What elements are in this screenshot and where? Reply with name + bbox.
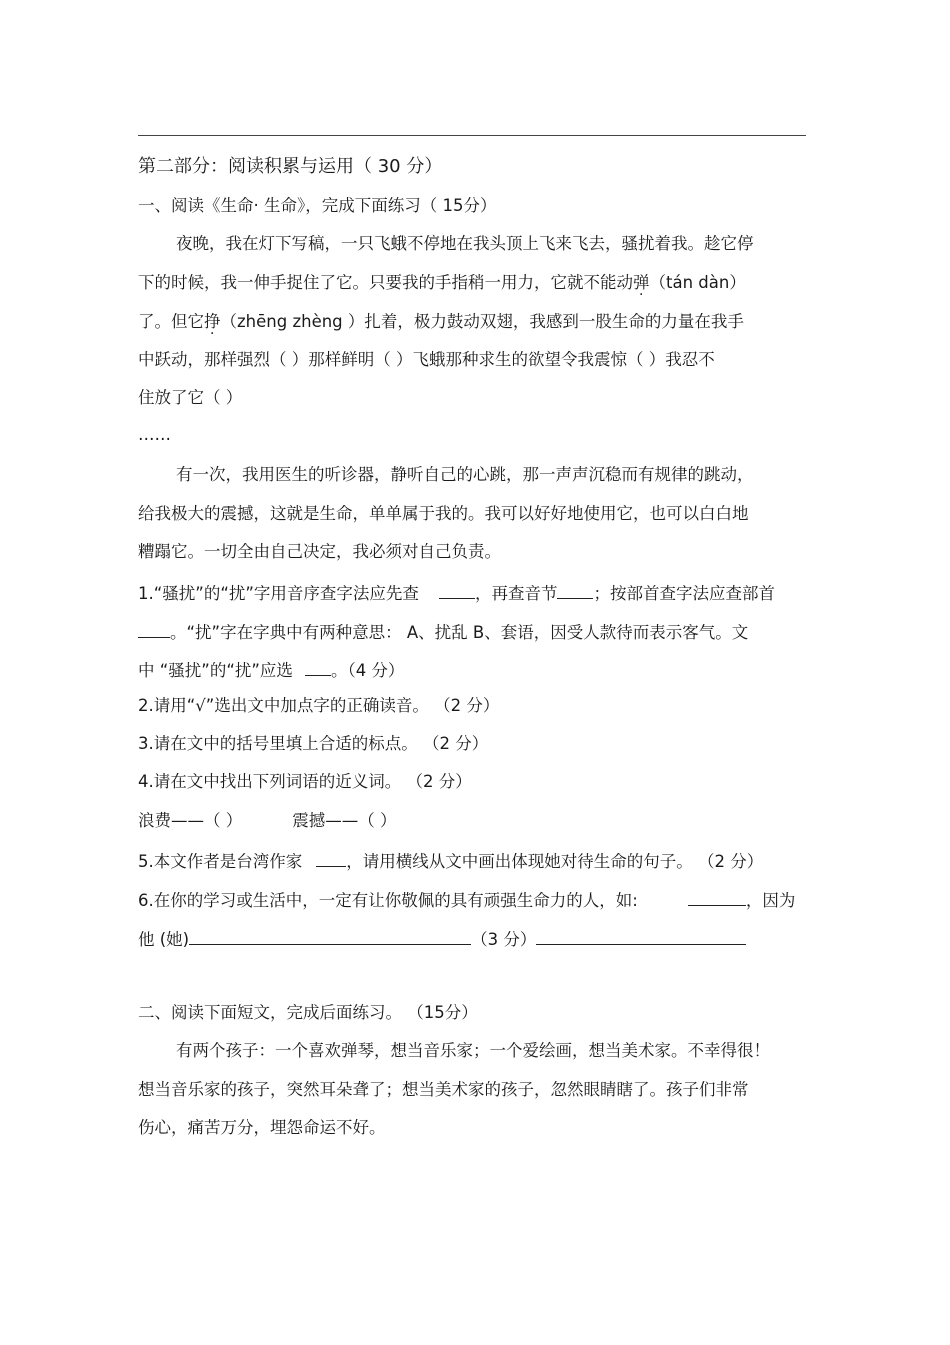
question4: 4.请在文中找出下列词语的近义词。 （2 分） — [138, 772, 472, 791]
section2-line3: 伤心，痛苦万分，埋怨命运不好。 — [138, 1118, 386, 1137]
dotted-char-zheng: 挣 — [204, 312, 221, 331]
section2-line1: 有两个孩子：一个喜欢弹琴，想当音乐家；一个爱绘画，想当美术家。不幸得很！ — [176, 1041, 770, 1060]
ellipsis: …… — [138, 425, 171, 444]
question6-line2: 他 (她) （3 分） — [138, 926, 746, 948]
synonym-shock[interactable]: 震撼——（ ） — [292, 811, 397, 830]
question3: 3.请在文中的括号里填上合适的标点。 （2 分） — [138, 734, 489, 753]
blank-reason-1[interactable] — [189, 926, 471, 945]
question2: 2.请用“√”选出文中加点字的正确读音。 （2 分） — [138, 696, 500, 715]
passage1-line3: 了。但它挣（zhēng zhèng ）扎着，极力鼓动双翅，我感到一股生命的力量在我手 — [138, 312, 744, 331]
passage1-line1: 夜晚，我在灯下写稿，一只飞蛾不停地在我头顶上飞来飞去，骚扰着我。趁它停 — [176, 234, 754, 253]
question4-answers — [138, 810, 397, 832]
section1-heading: 一、阅读《生命· 生命》，完成下面练习（ 15分） — [138, 196, 497, 215]
blank-initial[interactable] — [439, 580, 475, 599]
blank-syllable[interactable] — [557, 580, 593, 599]
blank-author[interactable] — [316, 848, 346, 867]
passage1-line2: 下的时候，我一伸手捉住了它。只要我的手指稍一用力，它就不能动弹（tán dàn） — [138, 273, 746, 292]
top-rule — [138, 135, 806, 136]
question6-line1: 6.在你的学习或生活中，一定有让你敬佩的具有顽强生命力的人，如: ，因为 — [138, 887, 795, 909]
blank-person[interactable] — [688, 887, 746, 906]
question5: 5.本文作者是台湾作家 ，请用横线从文中画出体现她对待生命的句子。 （2 分） — [138, 848, 763, 870]
part-title: 第二部分：阅读积累与运用（ 30 分） — [138, 156, 443, 177]
passage2-line2: 给我极大的震撼，这就是生命，单单属于我的。我可以好好地使用它，也可以白白地 — [138, 504, 749, 523]
section2-line2: 想当音乐家的孩子，突然耳朵聋了；想当美术家的孩子，忽然眼睛瞎了。孩子们非常 — [138, 1080, 749, 1099]
passage1-line4: 中跃动，那样强烈（ ）那样鲜明（ ）飞蛾那种求生的欲望令我震惊（ ）我忍不 — [138, 350, 715, 369]
question1-line2: 。“扰”字在字典中有两种意思： A、扰乱 B、套语，因受人款待而表示客气。文 — [138, 619, 748, 641]
dotted-char-tan: 弹 — [633, 273, 650, 292]
blank-meaning[interactable] — [305, 657, 331, 676]
blank-radical[interactable] — [138, 619, 170, 638]
section2-heading: 二、阅读下面短文，完成后面练习。 （15分） — [138, 1003, 478, 1022]
question1-line3: 中 “骚扰”的“扰”应选 。（4 分） — [138, 657, 404, 679]
passage2-line3: 糟蹋它。一切全由自己决定，我必须对自己负责。 — [138, 542, 501, 561]
synonym-waste[interactable]: 浪费——（ ） — [138, 811, 243, 830]
blank-reason-2[interactable] — [536, 926, 746, 945]
question1-line1: 1.“骚扰”的“扰”字用音序查字法应先查 ，再查音节 ；按部首查字法应查部首 — [138, 580, 775, 602]
passage1-line5: 住放了它（ ） — [138, 388, 243, 407]
passage2-line1: 有一次，我用医生的听诊器，静听自己的心跳，那一声声沉稳而有规律的跳动， — [176, 465, 754, 484]
